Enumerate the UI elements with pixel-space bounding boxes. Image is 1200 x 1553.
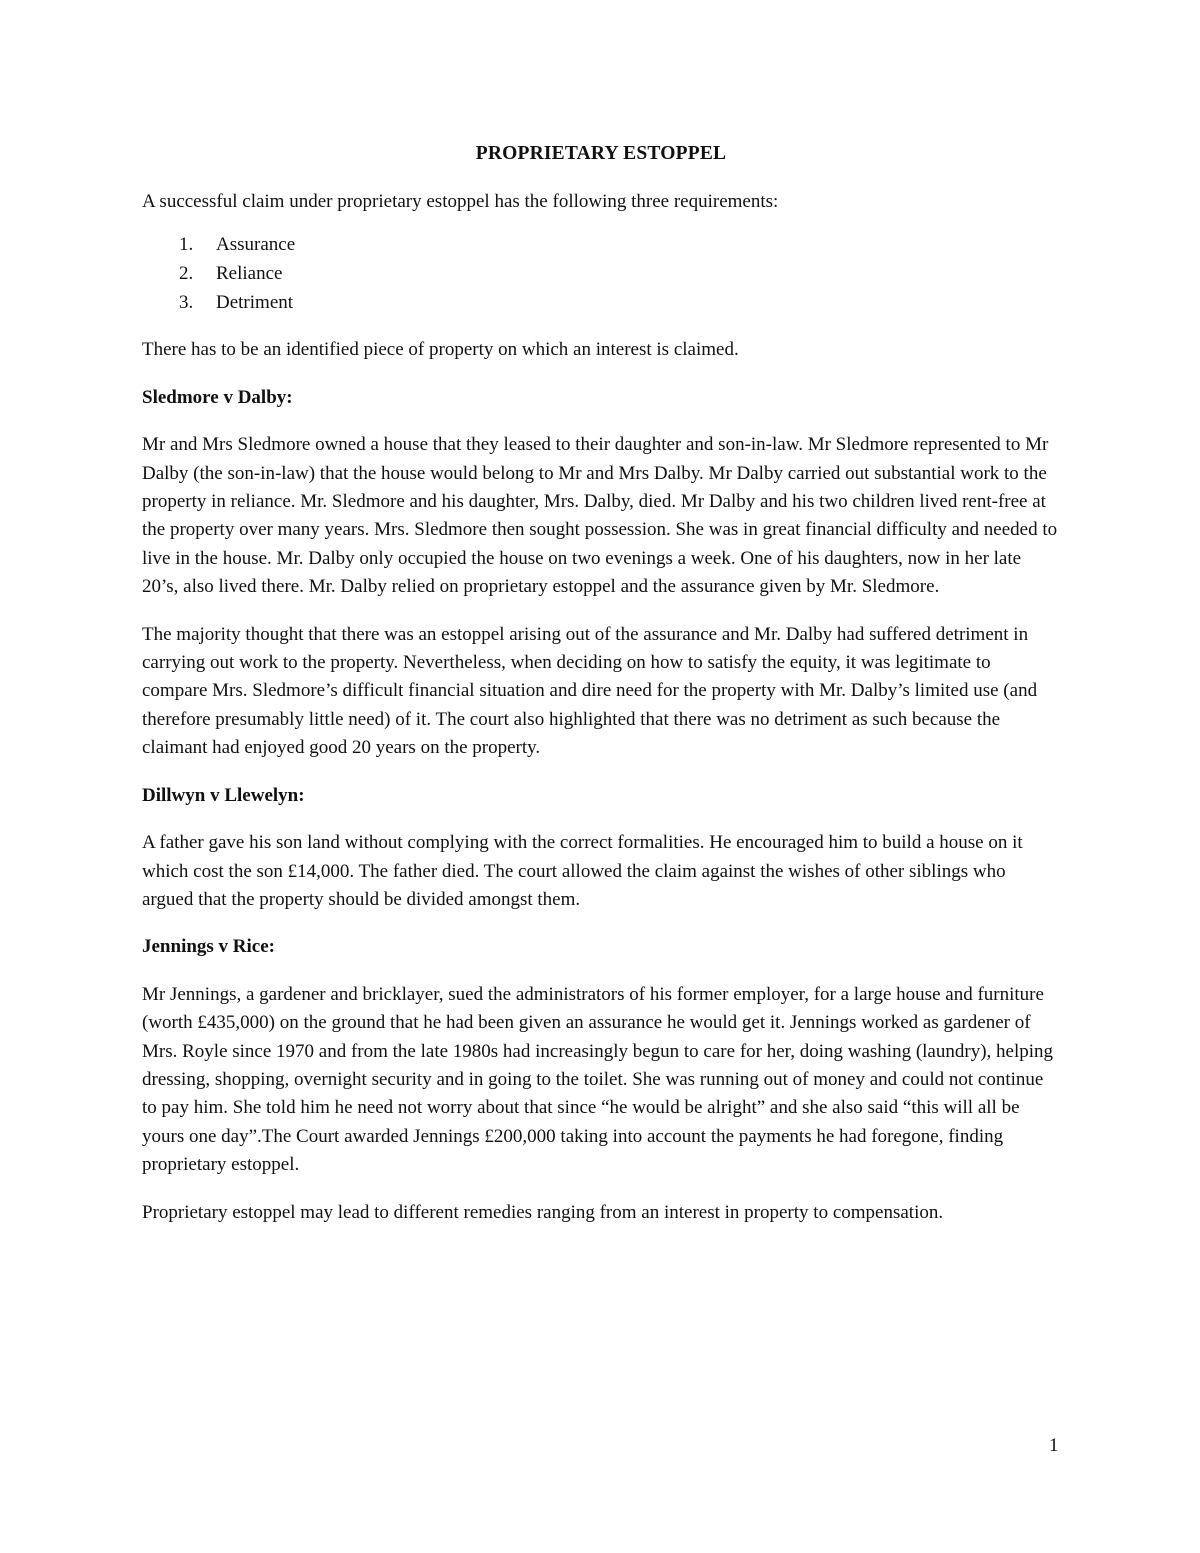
page-number: 1 [1049, 1435, 1059, 1456]
list-item-number: 2. [179, 263, 194, 285]
intro-paragraph: A successful claim under proprietary estoppel has the following three requirements: [142, 191, 779, 212]
list-item [142, 230, 1060, 259]
list-item-number: 1. [179, 234, 194, 256]
list-item [142, 259, 1060, 288]
case-paragraph: Mr Jennings, a gardener and bricklayer, sued the administrators of his former employer, for a large house and furniture (worth £435,000) on the ground that he had been given an assurance he would get it. Jennings worked as gardener of Mrs. Royle since 1970 and from the late 1980s had increasingly begun to care for her, doing washing (laundry), helping dressing, shopping, overnight security and in going to the toilet. She was running out of money and could not continue to pay him. She told him he need not worry about that since “he would be alright” and she also said “this will all be yours one day”.The Court awarded Jennings £200,000 taking into account the payments he had foregone, finding proprietary estoppel. [142, 983, 1054, 1176]
property-note-paragraph: There has to be an identified piece of property on which an interest is claimed. [142, 339, 739, 361]
list-item [142, 288, 1060, 317]
case-paragraph: Mr and Mrs Sledmore owned a house that they leased to their daughter and son-in-law. Mr Sledmore represented to Mr Dalby (the son-in-law) that the house would belong to Mr and Mrs Dalby. Mr Dalby carried out substantial work to the property in reliance. Mr. Sledmore and his daughter, Mrs. Dalby, died. Mr Dalby and his two children lived rent-free at the property over many years. Mrs. Sledmore then sought possession. She was in great financial difficulty and needed to live in the house. Mr. Dalby only occupied the house on two evenings a week. One of his daughters, now in her late 20’s, also lived there. Mr. Dalby relied on proprietary estoppel and the assurance given by Mr. Sledmore. [142, 434, 1058, 598]
case-heading-sledmore: Sledmore v Dalby: [142, 386, 293, 408]
case-heading-dillwyn: Dillwyn v Llewelyn: [142, 784, 305, 806]
case-paragraph: A father gave his son land without complying with the correct formalities. He encouraged him to build a house on it which cost the son £14,000. The father died. The court allowed the claim against the wishes of other siblings who argued that the property should be divided amongst them. [142, 832, 1023, 910]
document-body [142, 140, 1060, 1246]
list-item-label: Assurance [216, 234, 296, 256]
case-heading-jennings: Jennings v Rice: [142, 936, 275, 958]
document-title: PROPRIETARY ESTOPPEL [475, 143, 727, 164]
list-item-number: 3. [179, 292, 194, 314]
conclusion-paragraph: Proprietary estoppel may lead to different remedies ranging from an interest in property to compensation. [142, 1201, 944, 1223]
list-item-label: Reliance [216, 263, 283, 285]
requirements-list [142, 230, 1060, 317]
case-paragraph: The majority thought that there was an estoppel arising out of the assurance and Mr. Dalby had suffered detriment in carrying out work to the property. Nevertheless, when deciding on how to satisfy the equity, it was legitimate to compare Mrs. Sledmore’s difficult financial situation and dire need for the property with Mr. Dalby’s limited use (and therefore presumably little need) of it. The court also highlighted that there was no detriment as such because the claimant had enjoyed good 20 years on the property. [142, 623, 1038, 759]
list-item-label: Detriment [216, 292, 294, 314]
